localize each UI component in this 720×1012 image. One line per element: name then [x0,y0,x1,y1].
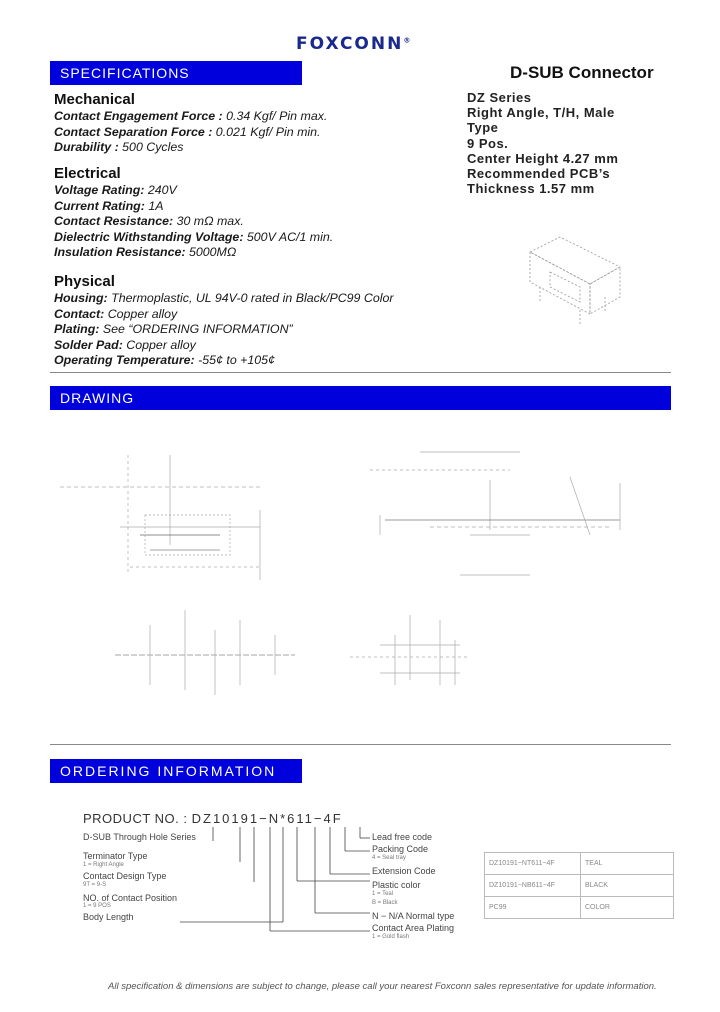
spec-label: Contact Resistance: [54,214,174,228]
footer-disclaimer: All specification & dimensions are subject to change, please call your nearest Foxconn sales representative for update information. [108,981,657,992]
spec-label: Solder Pad: [54,337,123,352]
product-info-line: Center Height 4.27 mm [467,150,619,166]
code-sublabel: 1 = 9 POS [83,903,111,909]
spec-value: See “ORDERING INFORMATION” [99,322,293,336]
code-sublabel: B = Black [372,900,398,906]
spec-label: Current Rating: [54,198,145,213]
spec-label: Contact: [54,306,105,321]
code-label-plating: Contact Area Plating [372,923,455,933]
code-label-packing: Packing Code [372,844,429,854]
electrical-heading: Electrical [54,165,121,182]
product-info-line: DZ Series [467,90,532,105]
color-variant-table [484,852,674,919]
code-label-extension: Extension Code [372,866,436,876]
spec-label: Contact Separation Force : [54,124,213,139]
product-info-line: Right Angle, T/H, Male [467,105,615,121]
product-title: D-SUB Connector [510,63,654,82]
code-label-series: D-SUB Through Hole Series [83,832,196,842]
code-label-body-length: Body Length [83,912,134,922]
spec-value: 240V [144,183,177,197]
logo-mark: ® [403,36,411,45]
code-label-terminator: Terminator Type [83,851,148,861]
logo-text: FOXCONN [296,34,404,54]
code-sublabel: 9T = 9-S [83,882,107,888]
spec-value: 1A [144,198,164,213]
code-label-positions: NO. of Contact Position [83,893,178,903]
spec-label: Operating Temperature: [54,353,195,367]
spec-label: Plating: [54,322,100,336]
spec-label: Housing: [54,291,108,305]
spec-label: Dielectric Withstanding Voltage: [54,229,244,244]
product-info-line: Recommended PCB’s [467,166,611,182]
spec-value: 500V AC/1 min. [243,229,334,244]
product-number-prefix: PRODUCT NO. : [83,811,188,826]
table-cell: BLACK [581,875,674,897]
spec-value: 0.021 Kgf/ Pin min. [212,124,321,139]
spec-value: -55¢ to +105¢ [194,353,275,367]
table-cell: DZ10191−NT611−4F [485,853,581,875]
table-row [485,853,674,875]
spec-label: Voltage Rating: [54,183,145,197]
code-sublabel: 1 = Teal [372,891,394,897]
table-cell: PC99 [485,897,581,919]
spec-value: 30 mΩ max. [173,214,244,228]
physical-heading: Physical [54,273,115,290]
table-row [485,897,674,919]
product-info-line: Thickness 1.57 mm [467,181,595,197]
spec-label: Insulation Resistance: [54,245,186,259]
code-label-lead-free: Lead free code [372,832,433,842]
code-sublabel: 4 = Seal tray [372,855,406,861]
mechanical-heading: Mechanical [54,91,135,108]
spec-label: Contact Engagement Force : [54,109,223,123]
spec-value: 0.34 Kgf/ Pin max. [222,109,328,123]
spec-value: 500 Cycles [118,140,184,154]
product-info-line: 9 Pos. [467,135,509,151]
code-label-plastic-color: Plastic color [372,880,421,890]
spec-value: Thermoplastic, UL 94V-0 rated in Black/PC99 Color [107,291,394,305]
code-sublabel: 1 = Right Angle [83,862,124,868]
table-cell: COLOR [581,897,674,919]
product-info-line: Type [467,120,499,136]
table-cell: TEAL [581,853,674,875]
code-sublabel: 1 = Gold flash [372,934,410,940]
code-label-normal-type: N − N/A Normal type [372,911,455,921]
product-number-code: DZ10191−N*611−4F [191,811,343,826]
spec-value: Copper alloy [122,337,196,352]
spec-value: Copper alloy [104,306,178,321]
spec-label: Durability : [54,140,119,154]
spec-value: 5000MΩ [185,245,237,259]
table-cell: DZ10191−NB611−4F [485,875,581,897]
ordering-header: ORDERING INFORMATION [50,759,302,783]
code-label-contact-design: Contact Design Type [83,871,167,881]
specifications-header: SPECIFICATIONS [50,61,302,85]
drawing-header: DRAWING [50,386,671,410]
table-row [485,875,674,897]
